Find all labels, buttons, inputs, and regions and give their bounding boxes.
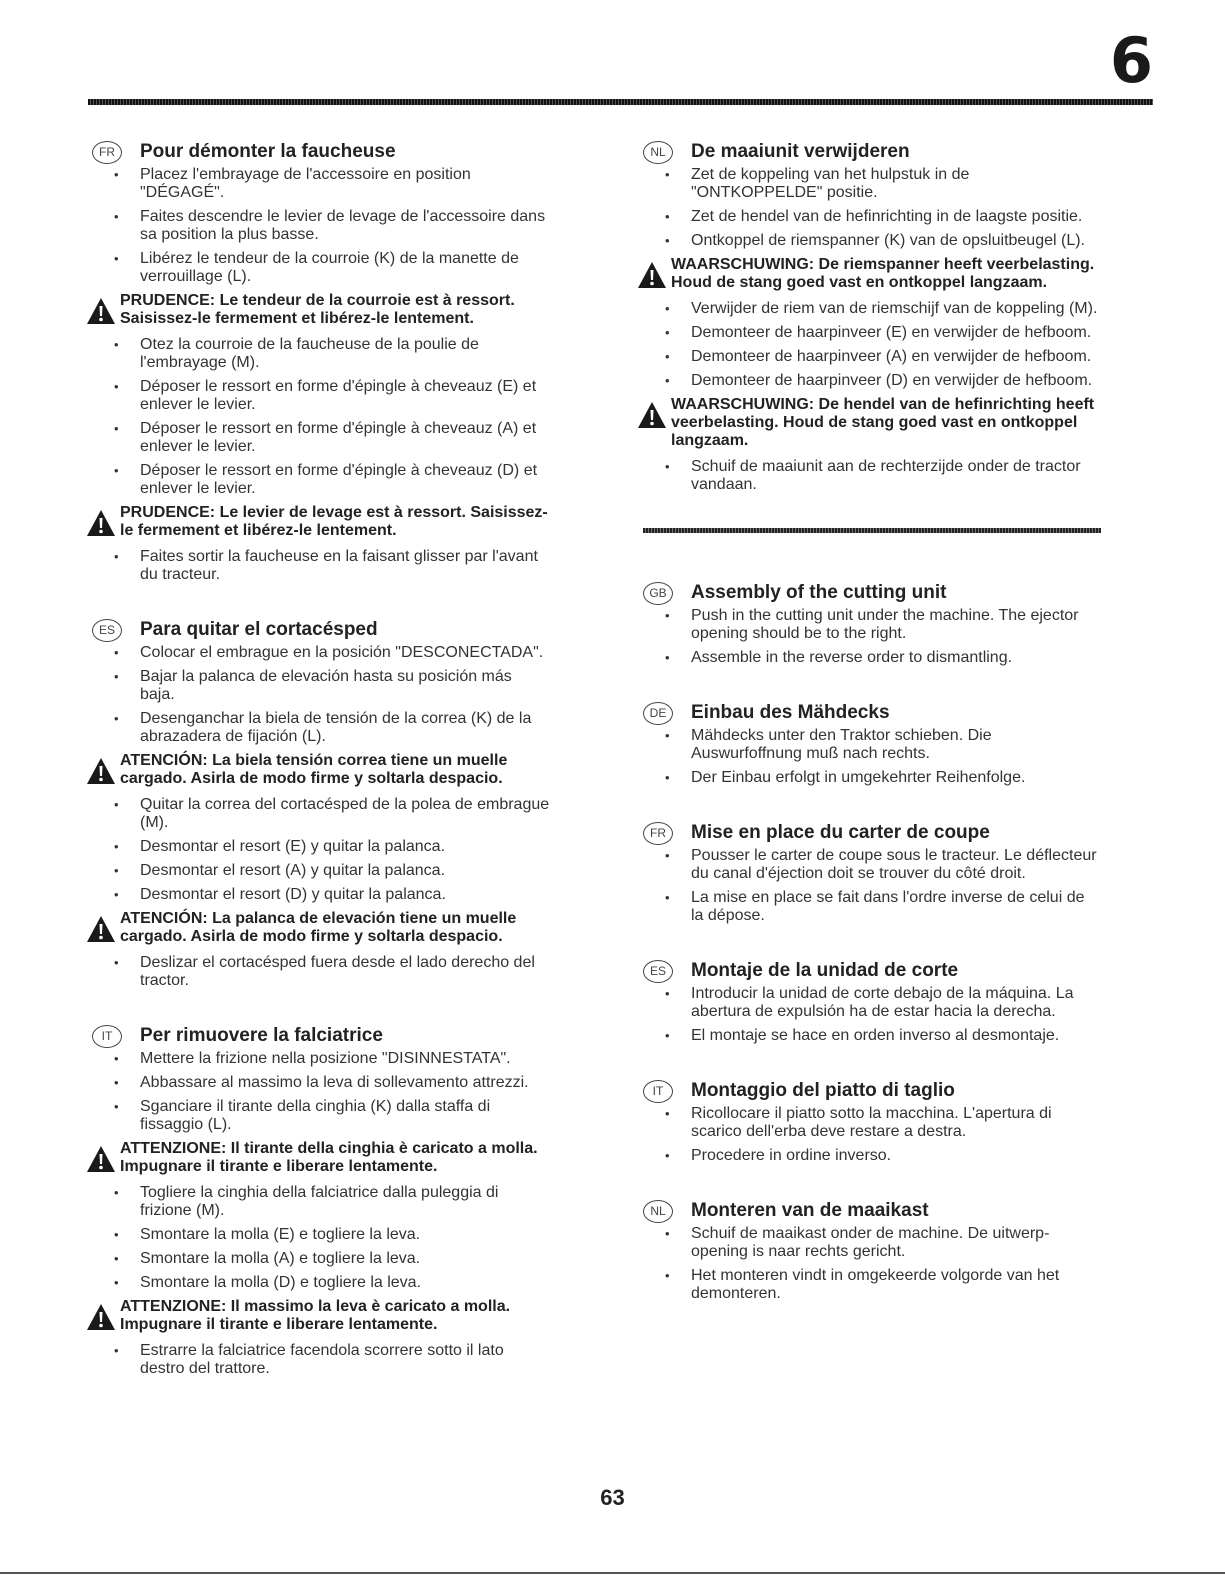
instruction-item: • Estrarre la falciatrice facendola scorrere sotto il lato destro del trattore.	[92, 1342, 550, 1378]
language-badge: DE	[643, 702, 673, 725]
section	[643, 701, 1101, 787]
warning-triangle-icon	[637, 401, 667, 429]
instruction-item: • Quitar la correa del cortacésped de la polea de embrague (M).	[92, 796, 550, 832]
section-divider	[643, 528, 1101, 533]
instruction-list	[92, 644, 550, 746]
warning-text: PRUDENCE: Le levier de levage est à ressort. Saisissez-le fermement et libérez-le lentement.	[120, 504, 548, 539]
warning-block	[92, 752, 550, 788]
warning-text: WAARSCHUWING: De riemspanner heeft veerbelasting. Houd de stang goed vast en ontkoppel langzaam.	[671, 256, 1095, 291]
instruction-list	[92, 1184, 550, 1292]
right-column-top	[643, 140, 1101, 494]
section	[643, 581, 1101, 667]
instruction-list	[643, 166, 1101, 250]
warning-triangle-icon	[86, 757, 116, 785]
instruction-list	[92, 336, 550, 498]
section-title: Para quitar el cortacésped	[140, 619, 378, 640]
instruction-item: • Introducir la unidad de corte debajo de la máquina. La abertura de expulsión ha de estar hacia la derecha.	[643, 985, 1101, 1021]
section-header	[643, 821, 1101, 847]
left-column	[92, 140, 550, 1412]
page-number: 63	[600, 1485, 625, 1510]
instruction-item: • Ontkoppel de riemspanner (K) van de opsluitbeugel (L).	[643, 232, 1101, 250]
language-badge: ES	[643, 960, 673, 983]
instruction-item: • Zet de koppeling van het hulpstuk in de "ONTKOPPELDE" positie.	[643, 166, 1101, 202]
instruction-item: • Placez l'embrayage de l'accessoire en position "DÉGAGÉ".	[92, 166, 550, 202]
instruction-item: • Assemble in the reverse order to dismantling.	[643, 649, 1101, 667]
section-header	[643, 581, 1101, 607]
warning-text: ATENCIÓN: La biela tensión correa tiene un muelle cargado. Asirla de modo firme y soltarla despacio.	[120, 752, 508, 787]
section-title: Montaggio del piatto di taglio	[691, 1080, 955, 1101]
instruction-list	[643, 847, 1101, 925]
instruction-item: • Der Einbau erfolgt in umgekehrter Reihenfolge.	[643, 769, 1101, 787]
language-badge: GB	[643, 582, 673, 605]
section	[92, 140, 550, 584]
instruction-item: • Mettere la frizione nella posizione "DISINNESTATA".	[92, 1050, 550, 1068]
warning-text: ATENCIÓN: La palanca de elevación tiene un muelle cargado. Asirla de modo firme y soltarla despacio.	[120, 910, 517, 945]
warning-triangle-icon	[86, 915, 116, 943]
warning-triangle-icon	[86, 1145, 116, 1173]
section-header	[92, 1024, 550, 1050]
section	[643, 1199, 1101, 1303]
instruction-item: • Desmontar el resort (E) y quitar la palanca.	[92, 838, 550, 856]
instruction-list	[92, 796, 550, 904]
instruction-item: • Verwijder de riem van de riemschijf van de koppeling (M).	[643, 300, 1101, 318]
instruction-item: • Colocar el embrague en la posición "DESCONECTADA".	[92, 644, 550, 662]
instruction-item: • Abbassare al massimo la leva di sollevamento attrezzi.	[92, 1074, 550, 1092]
section-title: Montaje de la unidad de corte	[691, 960, 959, 981]
section-header	[643, 1199, 1101, 1225]
footer-rule	[0, 1572, 1225, 1574]
section-title: Mise en place du carter de coupe	[691, 822, 990, 843]
section-header	[643, 959, 1101, 985]
language-badge: ES	[92, 619, 122, 642]
instruction-item: • Smontare la molla (E) e togliere la leva.	[92, 1226, 550, 1244]
instruction-list	[92, 548, 550, 584]
section-header	[643, 1079, 1101, 1105]
section	[643, 821, 1101, 925]
instruction-item: • Togliere la cinghia della falciatrice dalla puleggia di frizione (M).	[92, 1184, 550, 1220]
instruction-item: • Ricollocare il piatto sotto la macchina. L'apertura di scarico dell'erba deve restare a destra.	[643, 1105, 1101, 1141]
language-badge: NL	[643, 1200, 673, 1223]
section-header	[643, 701, 1101, 727]
language-badge: IT	[643, 1080, 673, 1103]
section	[643, 1079, 1101, 1165]
instruction-item: • Schuif de maaiunit aan de rechterzijde onder de tractor vandaan.	[643, 458, 1101, 494]
instruction-list	[643, 727, 1101, 787]
section-header	[92, 140, 550, 166]
warning-text: WAARSCHUWING: De hendel van de hefinrichting heeft veerbelasting. Houd de stang goed vast en ontkoppel langzaam.	[671, 396, 1095, 449]
warning-triangle-icon	[86, 509, 116, 537]
instruction-item: • Faites sortir la faucheuse en la faisant glisser par l'avant du tracteur.	[92, 548, 550, 584]
instruction-item: • Demonteer de haarpinveer (A) en verwijder de hefboom.	[643, 348, 1101, 366]
instruction-item: • Demonteer de haarpinveer (E) en verwijder de hefboom.	[643, 324, 1101, 342]
warning-block	[92, 910, 550, 946]
instruction-item: • Bajar la palanca de elevación hasta su posición más baja.	[92, 668, 550, 704]
instruction-item: • Procedere in ordine inverso.	[643, 1147, 1101, 1165]
section	[92, 1024, 550, 1378]
warning-block	[92, 504, 550, 540]
warning-block	[92, 1298, 550, 1334]
warning-block	[92, 292, 550, 328]
section-header	[643, 140, 1101, 166]
instruction-list	[92, 1050, 550, 1134]
instruction-item: • La mise en place se fait dans l'ordre inverse de celui de la dépose.	[643, 889, 1101, 925]
instruction-item: • Faites descendre le levier de levage de l'accessoire dans sa position la plus basse.	[92, 208, 550, 244]
section	[643, 959, 1101, 1045]
warning-triangle-icon	[86, 1303, 116, 1331]
section-title: Pour démonter la faucheuse	[140, 141, 396, 162]
instruction-item: • Déposer le ressort en forme d'épingle à cheveauz (E) et enlever le levier.	[92, 378, 550, 414]
instruction-list	[643, 1225, 1101, 1303]
instruction-list	[643, 607, 1101, 667]
instruction-list	[92, 1342, 550, 1378]
warning-text: PRUDENCE: Le tendeur de la courroie est à ressort. Saisissez-le fermement et libérez-le lentement.	[120, 292, 515, 327]
instruction-item: • Déposer le ressort en forme d'épingle à cheveauz (A) et enlever le levier.	[92, 420, 550, 456]
instruction-item: • Zet de hendel van de hefinrichting in de laagste positie.	[643, 208, 1101, 226]
instruction-list	[92, 954, 550, 990]
instruction-item: • Deslizar el cortacésped fuera desde el lado derecho del tractor.	[92, 954, 550, 990]
language-badge: IT	[92, 1025, 122, 1048]
instruction-item: • Demonteer de haarpinveer (D) en verwijder de hefboom.	[643, 372, 1101, 390]
instruction-item: • Déposer le ressort en forme d'épingle à cheveauz (D) et enlever le levier.	[92, 462, 550, 498]
section-title: Monteren van de maaikast	[691, 1200, 929, 1221]
instruction-item: • Pousser le carter de coupe sous le tracteur. Le déflecteur du canal d'éjection doit se trouver du côté droit.	[643, 847, 1101, 883]
warning-block	[643, 396, 1101, 450]
instruction-item: • Mähdecks unter den Traktor schieben. Die Auswurfoffnung muß nach rechts.	[643, 727, 1101, 763]
instruction-item: • El montaje se hace en orden inverso al desmontaje.	[643, 1027, 1101, 1045]
instruction-list	[643, 1105, 1101, 1165]
header-rule	[88, 99, 1153, 105]
instruction-item: • Libérez le tendeur de la courroie (K) de la manette de verrouillage (L).	[92, 250, 550, 286]
instruction-list	[643, 458, 1101, 494]
instruction-item: • Smontare la molla (D) e togliere la leva.	[92, 1274, 550, 1292]
instruction-item: • Schuif de maaikast onder de machine. De uitwerp-opening is naar rechts gericht.	[643, 1225, 1101, 1261]
instruction-item: • Desmontar el resort (A) y quitar la palanca.	[92, 862, 550, 880]
chapter-number: 6	[1109, 24, 1153, 97]
warning-block	[92, 1140, 550, 1176]
warning-triangle-icon	[637, 261, 667, 289]
instruction-item: • Push in the cutting unit under the machine. The ejector opening should be to the right.	[643, 607, 1101, 643]
section	[92, 618, 550, 990]
instruction-item: • Otez la courroie de la faucheuse de la poulie de l'embrayage (M).	[92, 336, 550, 372]
right-column	[643, 140, 1101, 1337]
section	[643, 140, 1101, 494]
right-column-bottom	[643, 581, 1101, 1303]
warning-text: ATTENZIONE: Il tirante della cinghia è caricato a molla. Impugnare il tirante e liberare lentamente.	[120, 1140, 538, 1175]
language-badge: FR	[92, 141, 122, 164]
instruction-item: • Het monteren vindt in omgekeerde volgorde van het demonteren.	[643, 1267, 1101, 1303]
warning-block	[643, 256, 1101, 292]
section-header	[92, 618, 550, 644]
language-badge: FR	[643, 822, 673, 845]
instruction-item: • Smontare la molla (A) e togliere la leva.	[92, 1250, 550, 1268]
section-title: Per rimuovere la falciatrice	[140, 1025, 383, 1046]
section-title: De maaiunit verwijderen	[691, 141, 910, 162]
instruction-item: • Desenganchar la biela de tensión de la correa (K) de la abrazadera de fijación (L).	[92, 710, 550, 746]
section-title: Einbau des Mähdecks	[691, 702, 890, 723]
warning-text: ATTENZIONE: Il massimo la leva è caricato a molla. Impugnare il tirante e liberare lentamente.	[120, 1298, 511, 1333]
warning-triangle-icon	[86, 297, 116, 325]
instruction-list	[92, 166, 550, 286]
instruction-list	[643, 985, 1101, 1045]
section-title: Assembly of the cutting unit	[691, 582, 947, 603]
instruction-list	[643, 300, 1101, 390]
language-badge: NL	[643, 141, 673, 164]
instruction-item: • Sganciare il tirante della cinghia (K) dalla staffa di fissaggio (L).	[92, 1098, 550, 1134]
instruction-item: • Desmontar el resort (D) y quitar la palanca.	[92, 886, 550, 904]
